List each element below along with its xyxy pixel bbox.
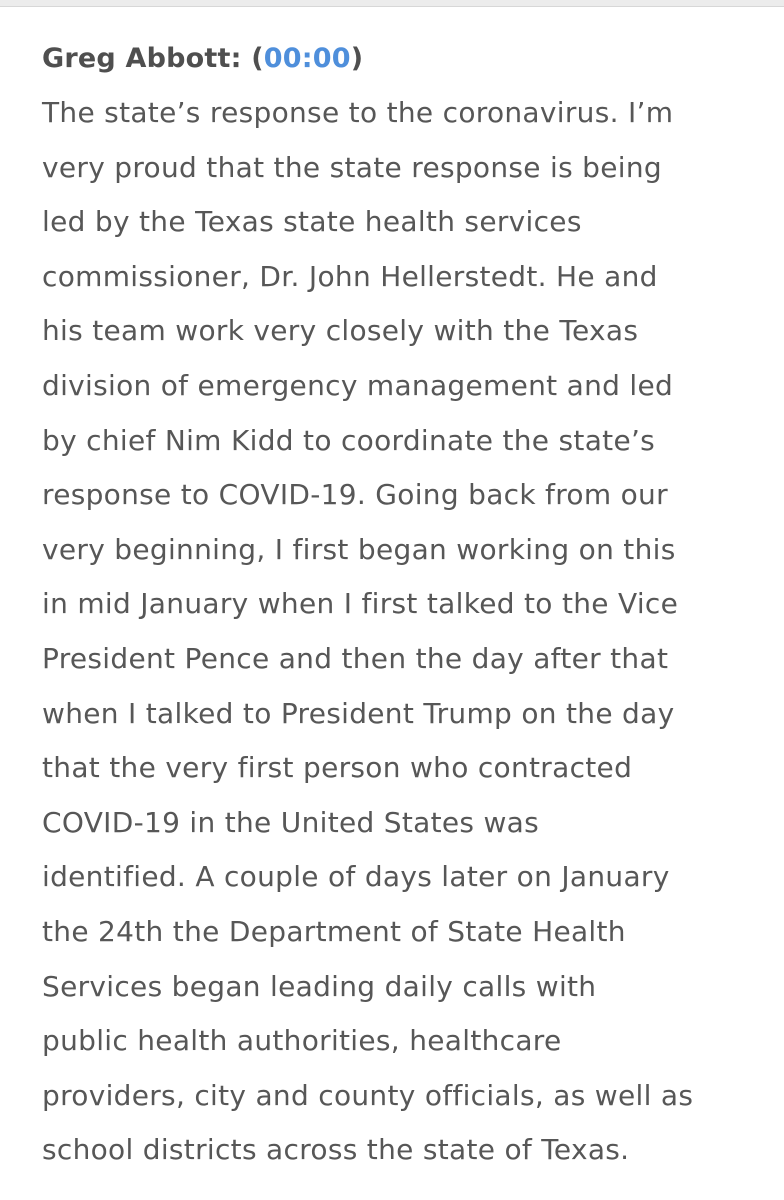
- transcript-line: identified. A couple of days later on January: [42, 860, 670, 894]
- transcript-line: in mid January when I first talked to the Vice: [42, 587, 679, 621]
- transcript-block: [42, 32, 757, 1178]
- transcript-text: [42, 86, 757, 1178]
- transcript-line: led by the Texas state health services: [42, 205, 582, 239]
- transcript-line: providers, city and county officials, as well as: [42, 1078, 694, 1112]
- transcript-line: public health authorities, healthcare: [42, 1024, 562, 1058]
- transcript-line: division of emergency management and led: [42, 368, 674, 402]
- transcript-line: President Pence and then the day after that: [42, 641, 669, 675]
- speaker-heading: Greg Abbott: (00:00): [42, 43, 364, 74]
- transcript-line: by chief Nim Kidd to coordinate the state’s: [42, 423, 656, 457]
- transcript-line: COVID-19 in the United States was: [42, 805, 540, 839]
- transcript-line: the 24th the Department of State Health: [42, 914, 626, 948]
- transcript-line: very beginning, I first began working on this: [42, 532, 676, 566]
- transcript-line: Services began leading daily calls with: [42, 969, 597, 1003]
- transcript-line: very proud that the state response is being: [42, 150, 662, 184]
- transcript-line: commissioner, Dr. John Hellerstedt. He and: [42, 259, 658, 293]
- transcript-line: response to COVID-19. Going back from our: [42, 478, 668, 512]
- speaker-name: Greg Abbott: [42, 43, 231, 74]
- transcript-line: that the very first person who contracted: [42, 751, 633, 785]
- transcript-line: The state’s response to the coronavirus. I’m: [42, 96, 674, 129]
- transcript-line: when I talked to President Trump on the day: [42, 696, 675, 730]
- transcript-line: school districts across the state of Texas.: [42, 1133, 630, 1167]
- top-divider: [0, 0, 784, 7]
- timestamp-link[interactable]: 00:00: [263, 43, 351, 74]
- transcript-line: his team work very closely with the Texas: [42, 314, 639, 348]
